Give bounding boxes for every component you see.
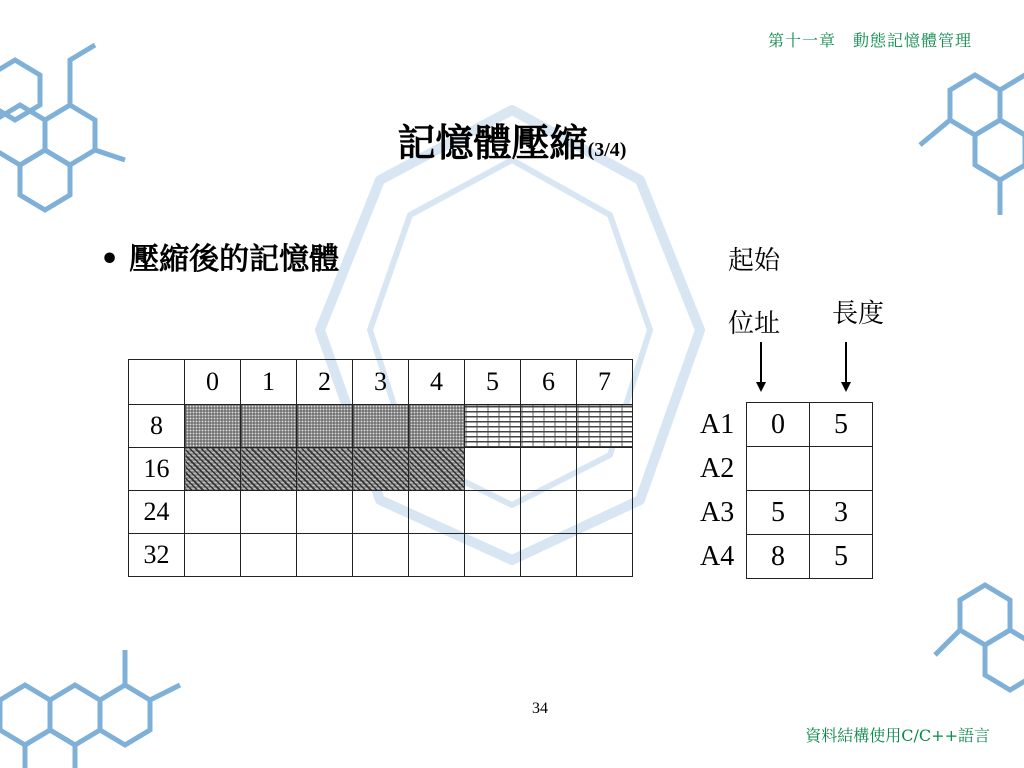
- slide-title: [0, 112, 1024, 167]
- memory-cell: [409, 491, 465, 534]
- memory-cell: [297, 448, 353, 491]
- memory-grid-corner: [129, 360, 185, 405]
- start-address-label-line1: 起始: [728, 246, 781, 276]
- length-arrow-head-icon: [841, 382, 851, 392]
- memory-cell: [353, 491, 409, 534]
- memory-cell: [409, 448, 465, 491]
- start-arrow-line: [760, 342, 762, 382]
- footer-book-title: 資料結構使用C/C++語言: [805, 726, 990, 745]
- column-header: 7: [577, 360, 633, 405]
- memory-cell: [465, 534, 521, 577]
- memory-grid-header-row: [129, 360, 633, 405]
- memory-row: [129, 448, 633, 491]
- length-arrow-line: [845, 342, 847, 382]
- memory-grid: [128, 359, 633, 577]
- bullet-item: [100, 234, 339, 278]
- segment-length: [810, 447, 873, 491]
- memory-cell: [521, 405, 577, 448]
- memory-cell: [521, 491, 577, 534]
- column-header: 1: [241, 360, 297, 405]
- segment-row: [700, 491, 873, 535]
- start-address-label-line2: 位址: [728, 309, 781, 339]
- chapter-header: 第十一章 動態記憶體管理: [767, 31, 972, 50]
- column-header: 2: [297, 360, 353, 405]
- segment-name: A4: [700, 540, 735, 572]
- memory-cell: [185, 405, 241, 448]
- memory-cell: [577, 405, 633, 448]
- segment-row: [700, 403, 873, 447]
- memory-cell: [241, 448, 297, 491]
- memory-cell: [297, 491, 353, 534]
- memory-cell: [241, 534, 297, 577]
- segment-row: [700, 447, 873, 491]
- memory-row: [129, 405, 633, 448]
- memory-cell: [241, 491, 297, 534]
- memory-row: [129, 534, 633, 577]
- memory-cell: [353, 448, 409, 491]
- memory-cell: [409, 534, 465, 577]
- memory-cell: [465, 491, 521, 534]
- segment-start: [747, 447, 810, 491]
- segment-start: 0: [747, 403, 810, 447]
- row-label: 24: [129, 491, 185, 534]
- segment-length: 3: [810, 491, 873, 535]
- page-number: 34: [532, 700, 548, 717]
- memory-cell: [297, 534, 353, 577]
- row-label: 32: [129, 534, 185, 577]
- bullet-text: 壓縮後的記憶體: [129, 242, 340, 277]
- length-label: 長度: [832, 299, 885, 329]
- row-label: 16: [129, 448, 185, 491]
- memory-cell: [577, 534, 633, 577]
- start-arrow-head-icon: [756, 382, 766, 392]
- memory-cell: [521, 448, 577, 491]
- memory-cell: [577, 491, 633, 534]
- memory-cell: [465, 405, 521, 448]
- segment-length: 5: [810, 403, 873, 447]
- slide-title-sub: (3/4): [587, 139, 627, 161]
- memory-cell: [409, 405, 465, 448]
- segment-start: 5: [747, 491, 810, 535]
- memory-cell: [185, 534, 241, 577]
- segment-length: 5: [810, 535, 873, 579]
- memory-cell: [353, 534, 409, 577]
- memory-cell: [241, 405, 297, 448]
- column-header: 5: [465, 360, 521, 405]
- memory-cell: [577, 448, 633, 491]
- column-header: 6: [521, 360, 577, 405]
- segment-name: A2: [700, 452, 735, 484]
- memory-row: [129, 491, 633, 534]
- memory-cell: [185, 491, 241, 534]
- segment-name: A1: [700, 408, 735, 440]
- column-header: 4: [409, 360, 465, 405]
- row-label: 8: [129, 405, 185, 448]
- segment-table: [700, 402, 873, 579]
- memory-cell: [353, 405, 409, 448]
- segment-start: 8: [747, 535, 810, 579]
- memory-cell: [297, 405, 353, 448]
- memory-cell: [465, 448, 521, 491]
- bullet-dot: •: [100, 242, 120, 277]
- segment-name: A3: [700, 496, 735, 528]
- segment-row: [700, 535, 873, 579]
- slide-title-main: 記憶體壓縮: [397, 120, 588, 165]
- memory-cell: [185, 448, 241, 491]
- column-header: 3: [353, 360, 409, 405]
- memory-cell: [521, 534, 577, 577]
- column-header: 0: [185, 360, 241, 405]
